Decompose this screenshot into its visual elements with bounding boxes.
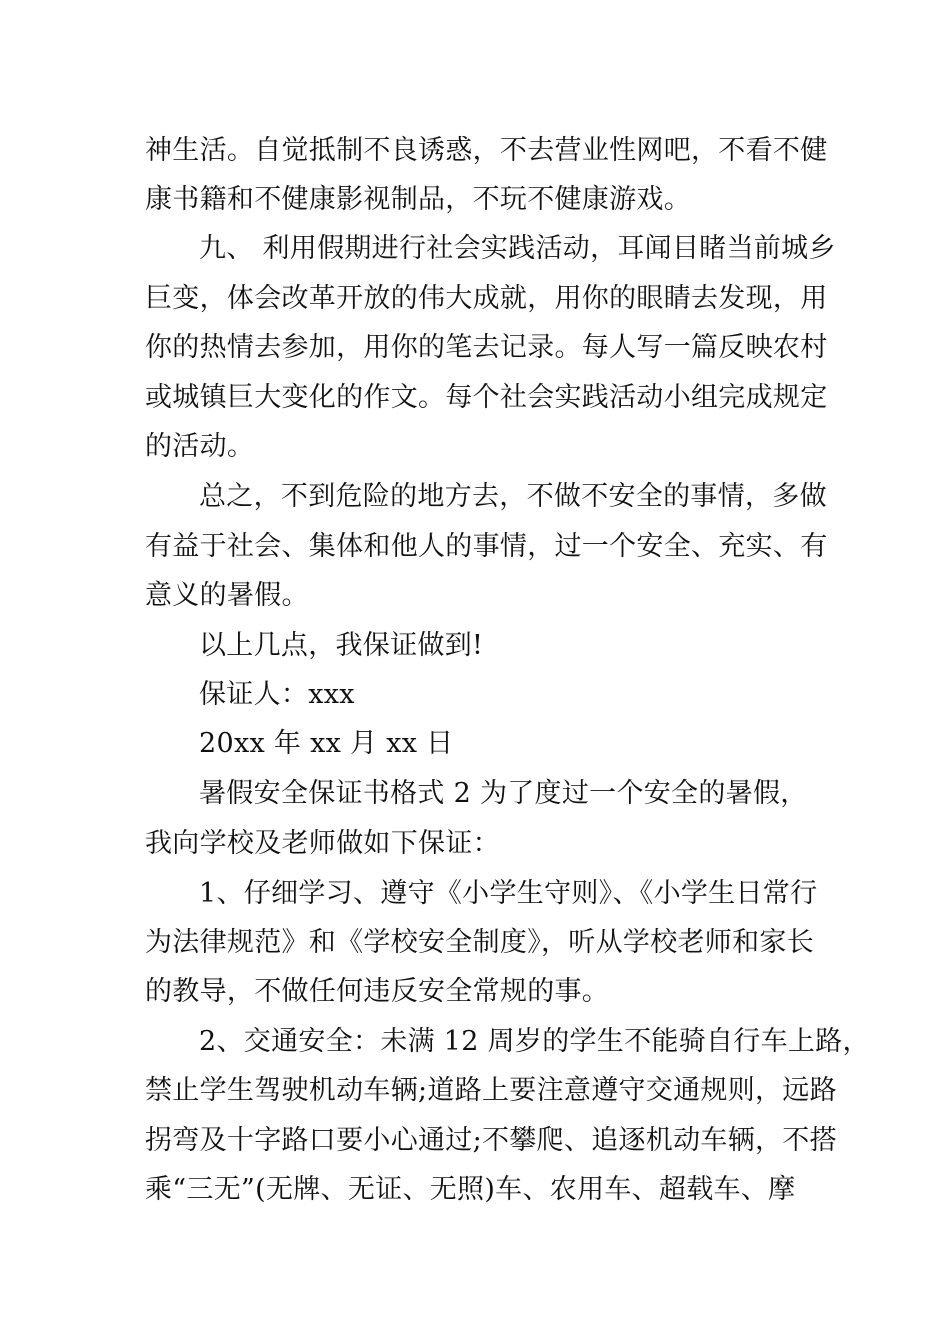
text-line: 拐弯及十字路口要小心通过;不攀爬、追逐机动车辆，不搭 (145, 1125, 837, 1156)
text-line: 意义的暑假。 (145, 580, 309, 611)
text-line: 1、仔细学习、遵守《小学生守则》、《小学生日常行 (199, 878, 818, 909)
text-line: 乘“三无”(无牌、无证、无照)车、农用车、超载车、摩 (145, 1174, 796, 1205)
text-line: 我向学校及老师做如下保证： (145, 828, 500, 859)
text-line: 巨变，体会改革开放的伟大成就，用你的眼睛去发现，用 (145, 283, 828, 314)
text-line: 有益于社会、集体和他人的事情，过一个安全、充实、有 (145, 531, 828, 562)
text-line: 九、 利用假期进行社会实践活动，耳闻目睹当前城乡 (199, 233, 836, 264)
text-line: 2、交通安全：未满 12 周岁的学生不能骑自行车上路， (199, 1026, 870, 1057)
text-line: 或城镇巨大变化的作文。每个社会实践活动小组完成规定 (145, 382, 828, 413)
text-line: 总之，不到危险的地方去，不做不安全的事情，多做 (199, 481, 827, 512)
text-line: 禁止学生驾驶机动车辆;道路上要注意遵守交通规则，远路 (145, 1075, 837, 1106)
text-line: 的教导，不做任何违反安全常规的事。 (145, 976, 610, 1007)
text-line: 你的热情去参加，用你的笔去记录。每人写一篇反映农村 (145, 332, 828, 363)
text-line: 保证人：xxx (199, 679, 355, 710)
text-line: 的活动。 (145, 431, 255, 462)
text-line: 以上几点，我保证做到! (199, 630, 484, 661)
text-line: 康书籍和不健康影视制品，不玩不健康游戏。 (145, 184, 691, 215)
text-line: 为法律规范》和《学校安全制度》，听从学校老师和家长 (145, 927, 814, 958)
text-line: 暑假安全保证书格式 2 为了度过一个安全的暑假， (199, 778, 808, 809)
text-line: 神生活。自觉抵制不良诱惑，不去营业性网吧，不看不健 (145, 135, 828, 166)
text-line: 20xx 年 xx 月 xx 日 (199, 728, 454, 759)
